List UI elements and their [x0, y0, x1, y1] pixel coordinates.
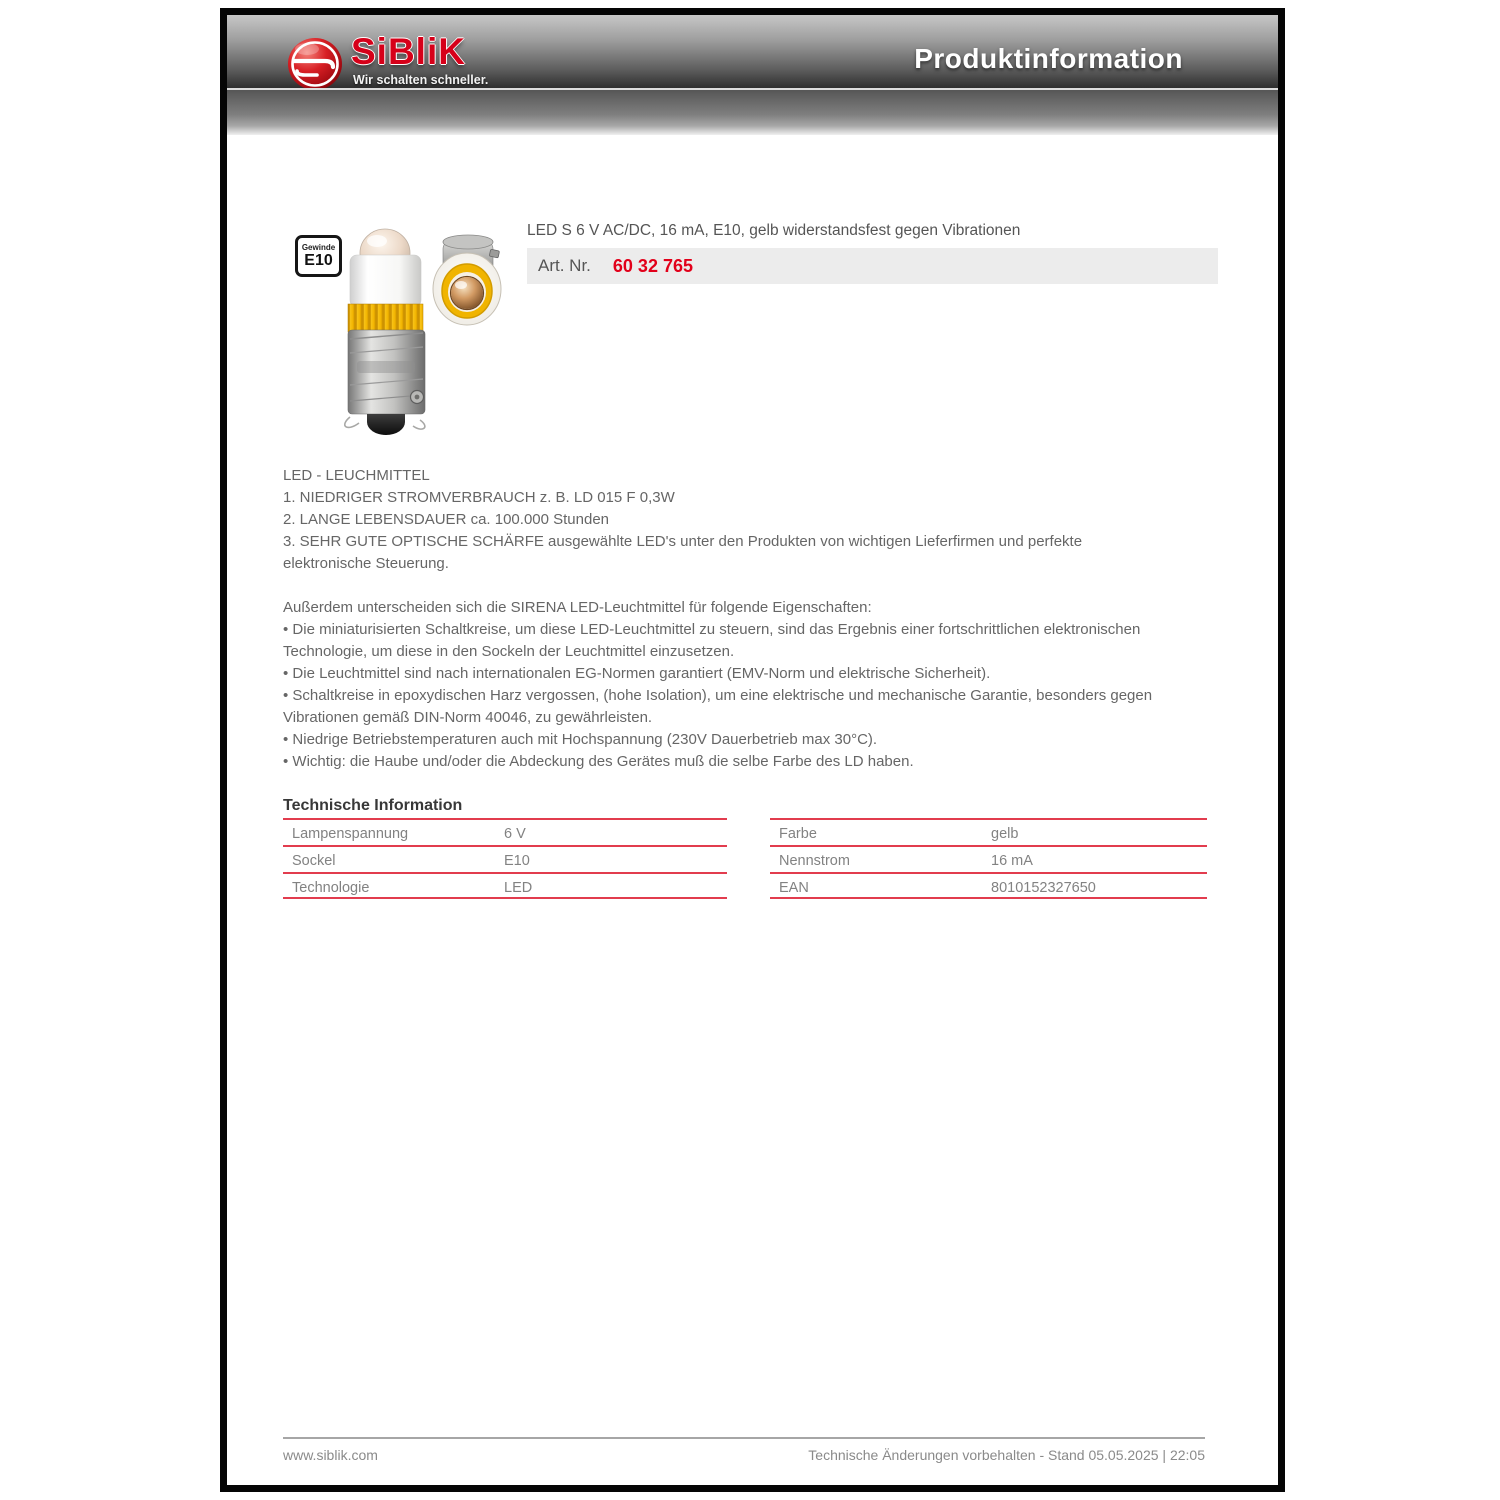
tech-table-right [770, 818, 1207, 899]
table-row [770, 845, 1207, 872]
description-line: • Die Leuchtmittel sind nach internationalen EG-Normen garantiert (EMV-Norm und elektrische Sicherheit). [283, 665, 991, 682]
product-image [327, 227, 527, 455]
tech-label: Lampenspannung [292, 826, 409, 842]
description-block-2 [283, 597, 1233, 773]
tech-value: gelb [991, 826, 1019, 842]
table-row [770, 872, 1207, 899]
tech-section-title: Technische Information [283, 797, 463, 814]
description-line: • Niedrige Betriebstemperaturen auch mit Hochspannung (230V Dauerbetrieb max 30°C). [283, 731, 878, 748]
description-line: • Wichtig: die Haube und/oder die Abdeckung des Gerätes muß die selbe Farbe des LD haben. [283, 753, 914, 770]
tech-value: E10 [504, 853, 530, 869]
description-line: LED - LEUCHMITTEL [283, 467, 430, 484]
table-row [283, 818, 727, 845]
siblik-logo-icon [287, 37, 343, 91]
description-line: 3. SEHR GUTE OPTISCHE SCHÄRFE ausgewählte LED's unter den Produkten von wichtigen Lieferfirmen und perfekte [283, 533, 1083, 550]
product-title: LED S 6 V AC/DC, 16 mA, E10, gelb widerstandsfest gegen Vibrationen [527, 222, 1021, 239]
table-row [283, 845, 727, 872]
document-page [220, 8, 1285, 1492]
footer-divider [283, 1437, 1205, 1439]
description-line: elektronische Steuerung. [283, 555, 449, 572]
description-line: Technologie, um diese in den Sockeln der Leuchtmittel einzusetzen. [283, 643, 735, 660]
header-subband [227, 90, 1278, 135]
description-line: Vibrationen gemäß DIN-Norm 40046, zu gewährleisten. [283, 709, 653, 726]
socket-badge-value: E10 [304, 252, 333, 269]
table-row [770, 818, 1207, 845]
socket-badge-label: Gewinde [301, 243, 336, 252]
tech-value: 16 mA [991, 853, 1033, 869]
tech-label: EAN [779, 880, 809, 896]
tech-label: Nennstrom [779, 853, 850, 869]
brand-tagline: Wir schalten schneller. [353, 73, 489, 87]
tech-label: Technologie [292, 880, 370, 896]
table-row [283, 872, 727, 899]
article-number-bar [527, 248, 1218, 284]
tech-table-left [283, 818, 727, 899]
footer [283, 1447, 1205, 1463]
article-number-label: Art. Nr. [538, 256, 591, 275]
brand-name: SiBliK [351, 31, 466, 72]
tech-label: Sockel [292, 853, 336, 869]
footer-website: www.siblik.com [283, 1447, 378, 1463]
description-line: Außerdem unterscheiden sich die SIRENA LED-Leuchtmittel für folgende Eigenschaften: [283, 599, 872, 616]
description-line: 1. NIEDRIGER STROMVERBRAUCH z. B. LD 015 F 0,3W [283, 489, 675, 506]
tech-label: Farbe [779, 826, 817, 842]
page-title: Produktinformation [914, 43, 1183, 74]
tech-value: LED [504, 880, 533, 896]
description-line: • Schaltkreise in epoxydischen Harz vergossen, (hohe Isolation), um eine elektrische und mechanische Garantie, besonders gegen [283, 687, 1153, 704]
description-line: 2. LANGE LEBENSDAUER ca. 100.000 Stunden [283, 511, 610, 528]
header-band [227, 15, 1278, 88]
description-block-1 [283, 465, 1233, 575]
article-number-value: 60 32 765 [612, 255, 693, 276]
tech-value: 6 V [504, 826, 526, 842]
description-line: • Die miniaturisierten Schaltkreise, um diese LED-Leuchtmittel zu steuern, sind das Ergebnis einer fortschrittlichen elektronischen [283, 621, 1141, 638]
tech-value: 8010152327650 [991, 880, 1096, 896]
footer-note: Technische Änderungen vorbehalten - Stand 05.05.2025 | 22:05 [808, 1447, 1205, 1463]
